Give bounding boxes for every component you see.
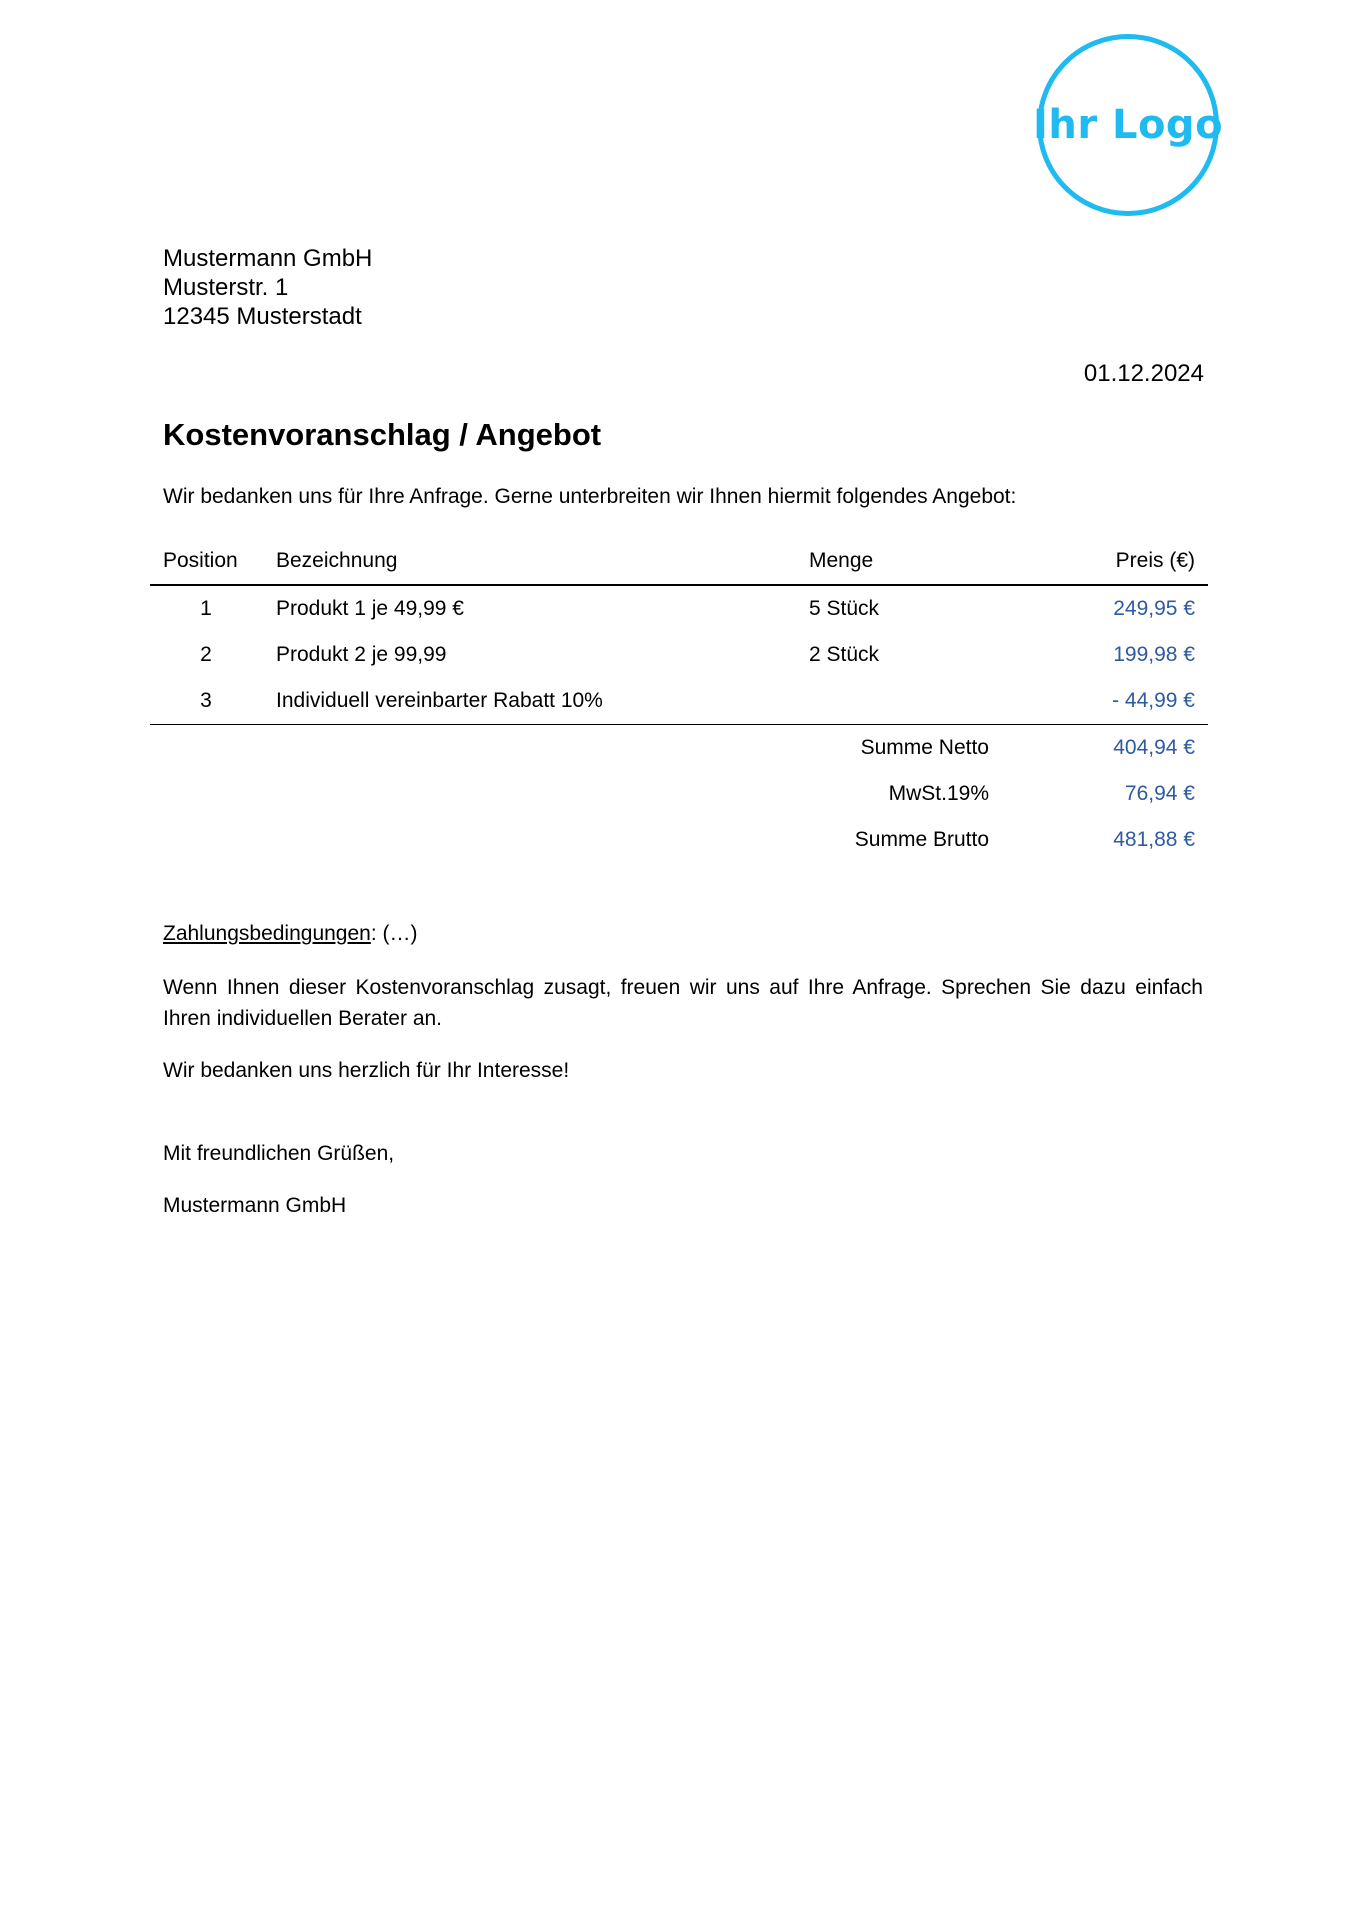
row-position: 1 (200, 597, 212, 620)
table-row (150, 678, 1208, 724)
payment-terms-label: Zahlungsbedingungen (163, 922, 371, 945)
payment-terms-text: : (…) (370, 922, 418, 945)
total-value: 76,94 € (1124, 782, 1195, 805)
row-bezeichnung: Produkt 2 je 99,99 (276, 643, 447, 666)
closing-paragraph: Wenn Ihnen dieser Kostenvoranschlag zusagt, freuen wir uns auf Ihre Anfrage. Sprechen Sie dazu einfach Ihren individuellen Berater an. (163, 976, 1203, 1030)
total-label: Summe Brutto (854, 828, 989, 851)
intro-text: Wir bedanken uns für Ihre Anfrage. Gerne unterbreiten wir Ihnen hiermit folgendes Angebot: (163, 485, 1017, 508)
row-menge: 5 Stück (809, 597, 880, 620)
row-preis: 199,98 € (1113, 643, 1195, 666)
header-bezeichnung: Bezeichnung (276, 549, 398, 572)
total-value: 404,94 € (1113, 736, 1195, 759)
total-row-mwst (150, 771, 1208, 817)
document-date: 01.12.2024 (1083, 360, 1204, 387)
row-bezeichnung: Individuell vereinbarter Rabatt 10% (276, 689, 603, 712)
offer-table (150, 538, 1208, 863)
table-header-row (150, 538, 1208, 584)
thanks-paragraph: Wir bedanken uns herzlich für Ihr Interesse! (163, 1059, 570, 1082)
document-title: Kostenvoranschlag / Angebot (163, 417, 602, 452)
address-company: Mustermann GmbH (163, 245, 373, 272)
table-row (150, 586, 1208, 632)
row-position: 3 (200, 689, 212, 712)
row-position: 2 (200, 643, 212, 666)
header-preis: Preis (€) (1115, 549, 1195, 572)
row-preis: 249,95 € (1113, 597, 1195, 620)
payment-terms (163, 922, 418, 946)
row-menge: 2 Stück (809, 643, 880, 666)
total-row-netto (150, 725, 1208, 771)
address-city: 12345 Musterstadt (163, 303, 362, 330)
table-row (150, 632, 1208, 678)
total-row-brutto (150, 817, 1208, 863)
row-preis: - 44,99 € (1112, 689, 1195, 712)
closing-salutation: Mit freundlichen Grüßen, (163, 1142, 395, 1165)
header-position: Position (163, 549, 238, 572)
row-bezeichnung: Produkt 1 je 49,99 € (276, 597, 464, 620)
address-street: Musterstr. 1 (163, 274, 289, 301)
total-label: Summe Netto (860, 736, 989, 759)
total-value: 481,88 € (1113, 828, 1195, 851)
header-menge: Menge (809, 549, 874, 572)
recipient-address (163, 244, 372, 331)
logo-text: Ihr Logo (1032, 102, 1224, 148)
total-label: MwSt.19% (888, 782, 989, 805)
signature: Mustermann GmbH (163, 1194, 347, 1217)
company-logo (1032, 34, 1224, 216)
